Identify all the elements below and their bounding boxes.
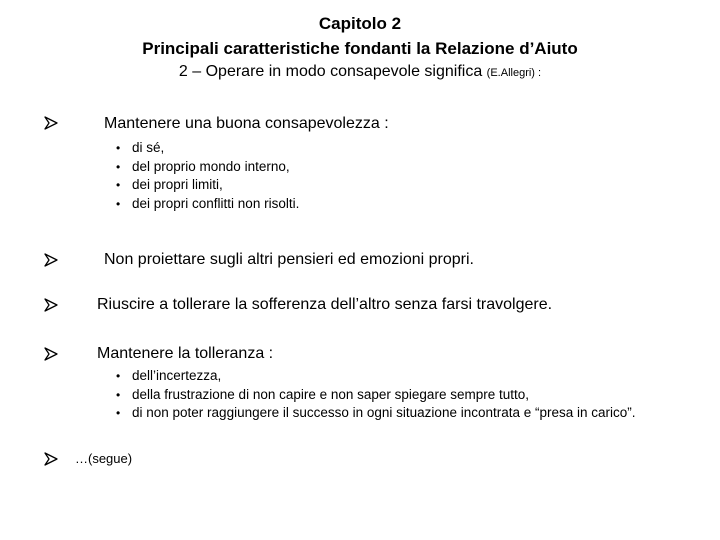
list-item: • del proprio mondo interno,: [116, 158, 299, 177]
arrow-bullet-icon: [44, 347, 58, 361]
arrow-bullet-icon: [44, 116, 58, 130]
point-2-label: Non proiettare sugli altri pensieri ed emozioni propri.: [104, 251, 474, 268]
arrow-bullet-icon: [44, 298, 58, 312]
subheading-text: 2 – Operare in modo consapevole significa: [178, 63, 483, 80]
list-item: • di sé,: [116, 139, 299, 158]
chapter-title: Capitolo 2: [318, 14, 402, 33]
list-item: • dei propri limiti,: [116, 176, 299, 195]
point-4-sublist: [116, 367, 692, 423]
list-item: • della frustrazione di non capire e non saper spiegare sempre tutto,: [116, 386, 692, 405]
point-1-label: Mantenere una buona consapevolezza :: [104, 115, 389, 132]
arrow-bullet-icon: [44, 253, 58, 267]
point-3-label: Riuscire a tollerare la sofferenza dell’altro senza farsi travolgere.: [97, 296, 553, 313]
section-subheading: [0, 61, 720, 84]
list-item: • dell’incertezza,: [116, 367, 692, 386]
title-block: [0, 12, 720, 84]
point-1-sublist: [116, 139, 299, 213]
continuation-note: …(segue): [75, 451, 133, 466]
list-item: • di non poter raggiungere il successo in ogni situazione incontrata e “presa in carico”.: [116, 404, 692, 423]
section-heading: Principali caratteristiche fondanti la Relazione d’Aiuto: [142, 39, 578, 58]
list-item: • dei propri conflitti non risolti.: [116, 195, 299, 214]
author-note: (E.Allegri) :: [486, 67, 542, 79]
point-4-label: Mantenere la tolleranza :: [97, 345, 274, 362]
arrow-bullet-icon: [44, 452, 58, 466]
